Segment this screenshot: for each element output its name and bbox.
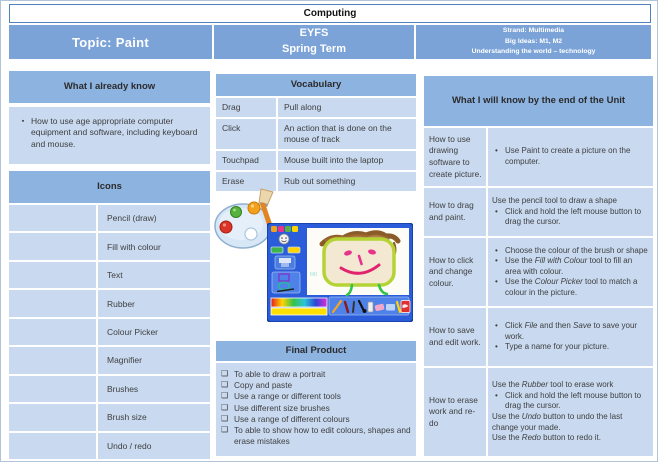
icon-label: Magnifier xyxy=(107,355,142,366)
plain-line xyxy=(492,433,649,444)
text-segment: Redo xyxy=(521,433,541,443)
bullet-glyph: • xyxy=(495,390,498,400)
icon-table-row xyxy=(9,205,210,231)
icon-label-cell xyxy=(98,376,210,402)
icon-label: Pencil (draw) xyxy=(107,213,157,224)
text-segment: Use the xyxy=(505,256,535,266)
icon-image-cell xyxy=(9,262,96,288)
plain-line xyxy=(492,412,649,433)
final-product-item xyxy=(221,369,412,380)
bullet-glyph: • xyxy=(495,206,498,216)
checkbox-icon: ❑ xyxy=(221,402,229,412)
vocab-definition: Pull along xyxy=(278,98,416,117)
icon-table-row xyxy=(9,319,210,345)
text-segment: Fill with Colour xyxy=(534,256,588,266)
end-of-unit-table xyxy=(424,128,653,456)
already-know-item xyxy=(15,116,204,150)
strand-line: Understanding the world – technology xyxy=(471,48,596,56)
end-of-unit-label: How to use drawing software to create picture. xyxy=(424,128,486,186)
icon-table-row xyxy=(9,433,210,459)
bullet-glyph: • xyxy=(495,245,498,255)
end-of-unit-label: How to save and edit work. xyxy=(424,308,486,366)
icon-label-cell xyxy=(98,233,210,259)
bullet-glyph: • xyxy=(495,256,498,266)
text-segment: Click and hold the left mouse button to drag the cursor. xyxy=(505,390,642,411)
text-segment: Use the xyxy=(492,433,522,443)
already-know-text: How to use age appropriate computer equipment and software, including keyboard and mouse. xyxy=(31,116,198,149)
icon-image-cell xyxy=(9,290,96,316)
end-of-unit-content xyxy=(488,368,653,456)
vocab-term: Erase xyxy=(216,172,276,191)
icon-label: Fill with colour xyxy=(107,241,161,252)
checkbox-icon: ❑ xyxy=(221,413,229,423)
topic-title: Topic: Paint xyxy=(9,25,214,59)
icon-image-cell xyxy=(9,233,96,259)
end-of-unit-row xyxy=(424,128,653,186)
subject-header xyxy=(9,4,651,23)
end-of-unit-content xyxy=(488,188,653,236)
vocab-definition: Mouse built into the laptop xyxy=(278,151,416,170)
final-product-text: To able to show how to edit colours, shapes and erase mistakes xyxy=(234,424,411,447)
vocab-term: Click xyxy=(216,119,276,149)
final-product-text: Use a range of different colours xyxy=(234,413,350,424)
end-of-unit-content xyxy=(488,128,653,186)
icon-label-cell xyxy=(98,347,210,373)
plain-line xyxy=(492,196,649,207)
text-segment: Use Paint to create a picture on the computer. xyxy=(505,146,631,166)
icon-label: Brushes xyxy=(107,383,139,394)
icon-label-cell xyxy=(98,290,210,316)
bullet-line xyxy=(492,146,649,167)
checkbox-icon: ❑ xyxy=(221,391,229,401)
text-segment: Use the xyxy=(492,380,522,390)
term-name: Spring Term xyxy=(282,43,346,55)
icon-label-cell xyxy=(98,319,210,345)
icon-label: Text xyxy=(107,270,123,281)
text-segment: tool to erase work xyxy=(548,380,614,390)
icon-image-cell xyxy=(9,404,96,430)
text-segment: File xyxy=(524,321,538,331)
icon-table-row xyxy=(9,233,210,259)
icons-table xyxy=(9,205,210,459)
text-segment: Colour Picker xyxy=(534,277,583,287)
end-of-unit-row xyxy=(424,238,653,306)
vocab-term: Touchpad xyxy=(216,151,276,170)
text-segment: Choose the colour of the brush or shape xyxy=(505,245,648,255)
icon-image-cell xyxy=(9,433,96,459)
final-product-item xyxy=(221,425,412,447)
bullet-glyph: • xyxy=(495,277,498,287)
subject-title: Computing xyxy=(303,8,357,19)
vocab-term: Drag xyxy=(216,98,276,117)
icon-label-cell xyxy=(98,404,210,430)
icon-label-cell xyxy=(98,205,210,231)
text-segment: Rubber xyxy=(521,380,549,390)
final-product-item xyxy=(221,403,412,414)
strand-info xyxy=(416,25,651,59)
icon-table-row xyxy=(9,290,210,316)
vocab-definition: Rub out something xyxy=(278,172,416,191)
strand-line: Strand: Multimedia xyxy=(502,27,565,35)
icon-label: Brush size xyxy=(107,412,147,423)
bullet-line xyxy=(492,321,649,342)
vocab-row xyxy=(216,119,416,149)
plain-line xyxy=(492,380,649,391)
final-product-item xyxy=(221,414,412,425)
end-of-unit-row xyxy=(424,368,653,456)
text-segment: and then xyxy=(537,321,574,331)
bullet-line xyxy=(492,246,649,257)
already-know-box xyxy=(9,107,210,164)
paint-program-screenshot xyxy=(267,223,413,322)
final-product-text: To able to draw a portrait xyxy=(234,369,326,379)
term-cell xyxy=(214,25,416,59)
end-of-unit-label: How to drag and paint. xyxy=(424,188,486,236)
text-segment: Save xyxy=(573,321,592,331)
bullet-glyph: • xyxy=(495,146,498,156)
end-of-unit-row xyxy=(424,308,653,366)
canvas-hi-text: HI! xyxy=(310,272,318,278)
end-of-unit-header: What I will know by the end of the Unit xyxy=(424,76,653,126)
bullet-line xyxy=(492,256,649,277)
end-of-unit-label: How to click and change colour. xyxy=(424,238,486,306)
end-of-unit-content xyxy=(488,308,653,366)
vocabulary-table xyxy=(216,98,416,191)
text-segment: to save your work. xyxy=(505,321,638,341)
text-segment: tool to fill an area with colour. xyxy=(505,256,633,276)
vocabulary-header: Vocabulary xyxy=(216,74,416,96)
checkbox-icon: ❑ xyxy=(221,369,229,378)
text-segment: button to undo the last change your made. xyxy=(492,412,623,432)
icon-table-row xyxy=(9,376,210,402)
icon-label: Undo / redo xyxy=(107,440,152,451)
icon-label-cell xyxy=(98,262,210,288)
text-segment: Undo xyxy=(521,412,541,421)
final-product-item xyxy=(221,380,412,391)
icon-image-cell xyxy=(9,376,96,402)
bullet-glyph: ▪ xyxy=(21,118,25,125)
final-product-text: Copy and paste xyxy=(234,380,293,391)
vocab-row xyxy=(216,151,416,170)
text-segment: tool to match a colour in the picture. xyxy=(505,277,638,297)
final-product-text: Use different size brushes xyxy=(234,402,330,413)
end-of-unit-row xyxy=(424,188,653,236)
bullet-line xyxy=(492,342,649,353)
final-product-text: Use a range or different tools xyxy=(234,391,341,402)
vocab-definition: An action that is done on the mouse of track xyxy=(278,119,416,149)
text-segment: Use the xyxy=(492,412,522,421)
icon-image-cell xyxy=(9,319,96,345)
final-product-box xyxy=(216,363,416,456)
icon-table-row xyxy=(9,262,210,288)
icon-table-row xyxy=(9,404,210,430)
bullet-line xyxy=(492,207,649,228)
icon-label: Rubber xyxy=(107,298,135,309)
bullet-line xyxy=(492,277,649,298)
end-of-unit-label: How to erase work and re-do xyxy=(424,368,486,456)
text-segment: Use the pencil tool to draw a shape xyxy=(492,196,617,206)
icon-image-cell xyxy=(9,347,96,373)
text-segment: Type a name for your picture. xyxy=(505,342,610,352)
final-product-item xyxy=(221,391,412,402)
checkbox-icon: ❑ xyxy=(221,380,229,390)
text-segment: Click and hold the left mouse button to drag the cursor. xyxy=(505,206,642,227)
text-segment: Click xyxy=(505,321,525,331)
checkbox-icon: ❑ xyxy=(221,424,229,434)
bullet-glyph: • xyxy=(495,321,498,331)
strand-line: Big Ideas: M1, M2 xyxy=(504,37,563,45)
end-of-unit-content xyxy=(488,238,653,306)
icon-label-cell xyxy=(98,433,210,459)
bullet-glyph: • xyxy=(495,342,498,352)
topic-row xyxy=(9,25,651,59)
icons-header: Icons xyxy=(9,171,210,203)
bullet-line xyxy=(492,391,649,412)
vocab-row xyxy=(216,98,416,117)
final-product-header: Final Product xyxy=(216,341,416,361)
icon-image-cell xyxy=(9,205,96,231)
already-know-header: What I already know xyxy=(9,71,210,103)
text-segment: button to redo it. xyxy=(540,433,601,443)
icon-label: Colour Picker xyxy=(107,326,159,337)
year-group: EYFS xyxy=(299,27,329,40)
text-segment: Use the xyxy=(505,277,535,287)
icon-table-row xyxy=(9,347,210,373)
